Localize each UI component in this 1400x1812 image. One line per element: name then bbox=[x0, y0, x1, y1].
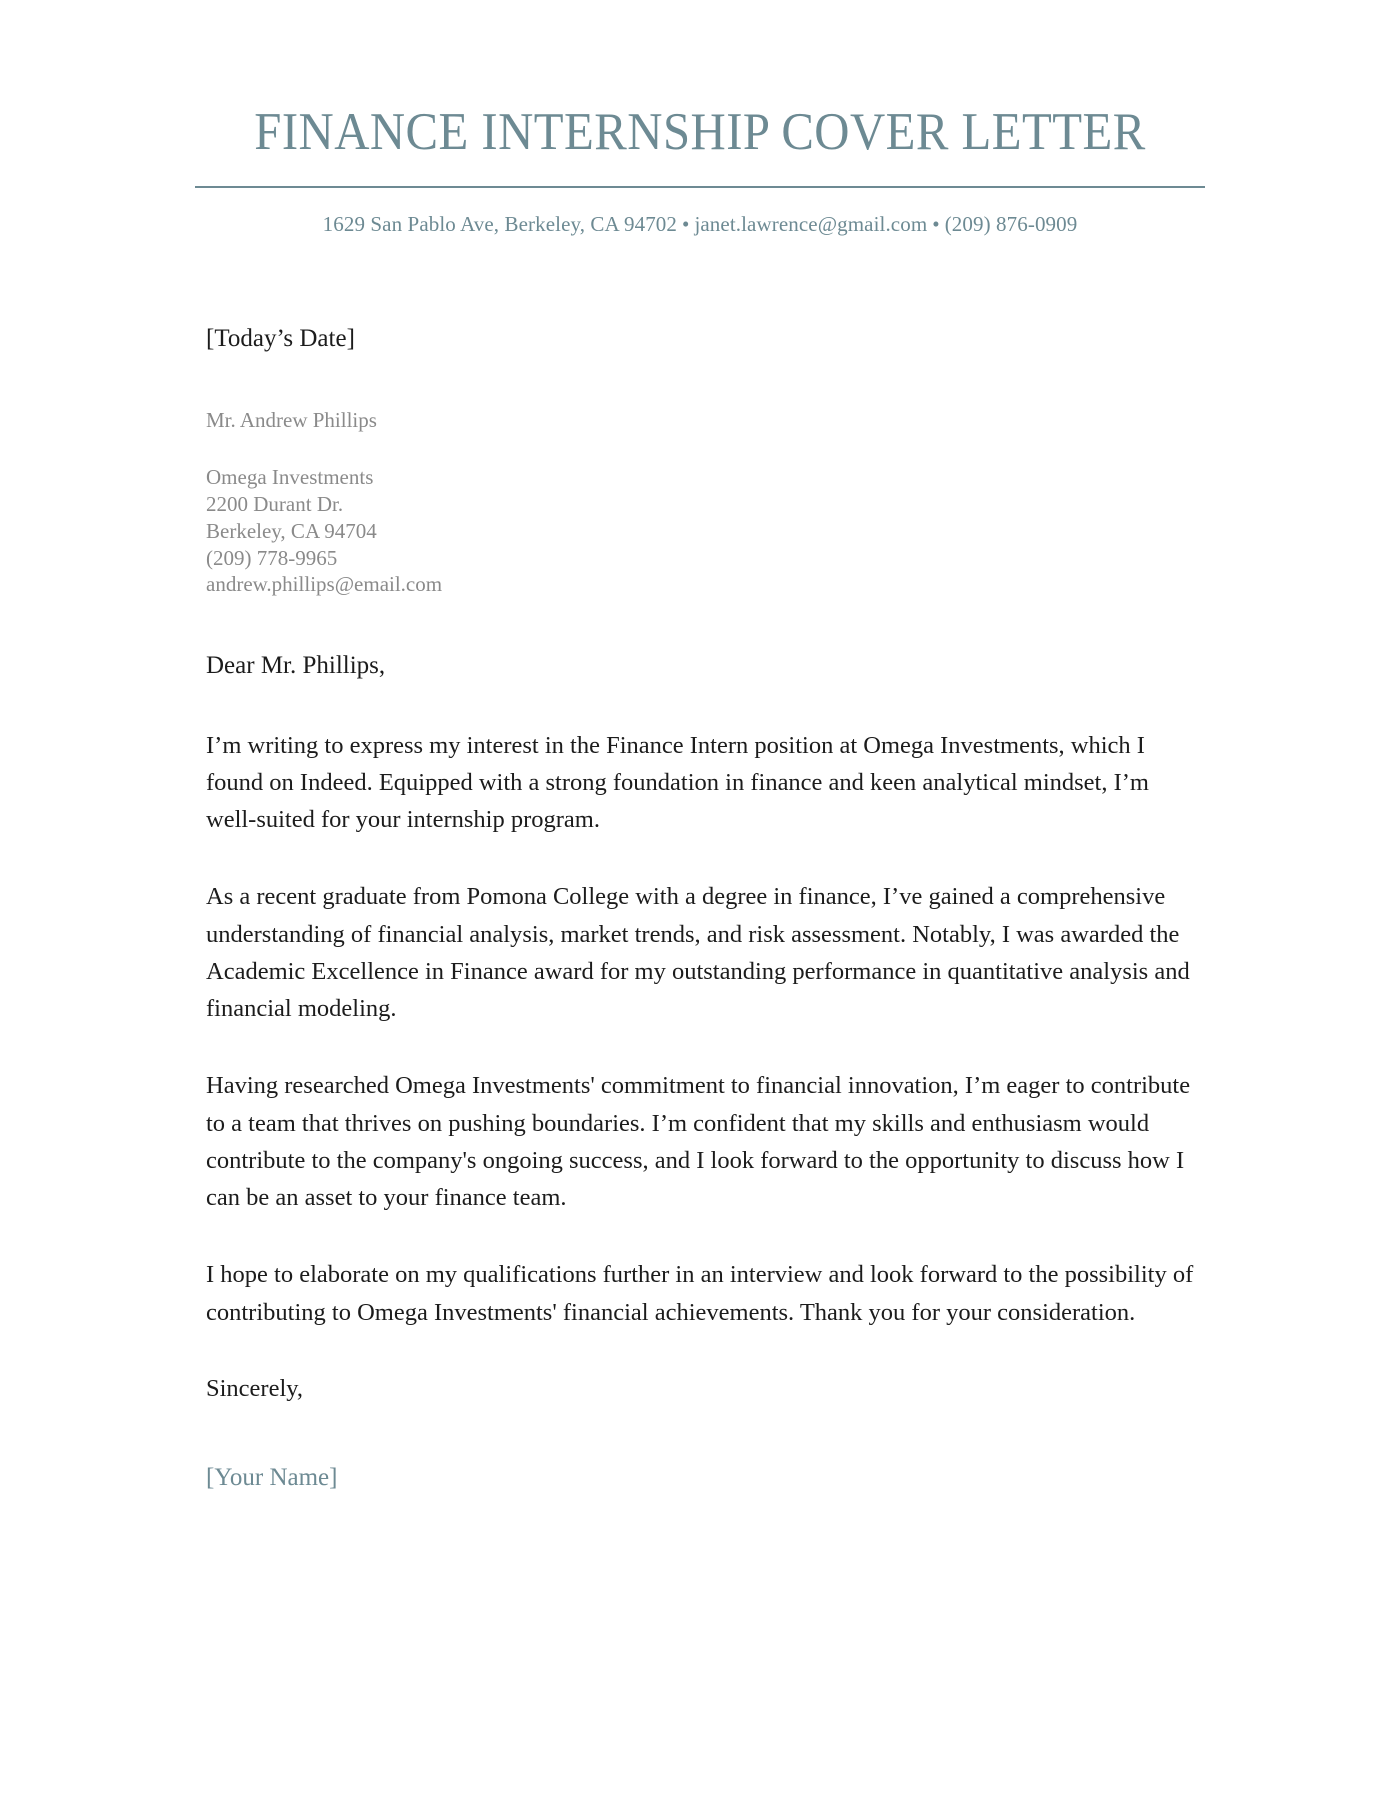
contact-separator-1: • bbox=[682, 212, 690, 237]
sender-email: janet.lawrence@gmail.com bbox=[694, 212, 928, 237]
body-paragraph: As a recent graduate from Pomona College with a degree in finance, I’ve gained a comprehensive understanding of financial analysis, market trends, and risk assessment. Notably, I was awarded the Academic Excellence in Finance award for my outstanding performance in quantitative analysis and financial modeling. bbox=[206, 883, 1190, 1023]
closing-salutation: Sincerely, bbox=[206, 1374, 304, 1402]
body-paragraph: I hope to elaborate on my qualifications further in an interview and look forward to the possibility of contributing to Omega Investments' financial achievements. Thank you for your consideration. bbox=[206, 1261, 1194, 1326]
body-paragraph: Having researched Omega Investments' commitment to financial innovation, I’m eager to contribute to a team that thrives on pushing boundaries. I’m confident that my skills and enthusiasm would contribute to the company's ongoing success, and I look forward to the opportunity to discuss how I can be an asset to your finance team. bbox=[206, 1072, 1191, 1212]
body-paragraphs bbox=[206, 727, 1205, 1331]
recipient-block bbox=[206, 407, 1205, 598]
body-paragraph: I’m writing to express my interest in the Finance Intern position at Omega Investments, which I found on Indeed. Equipped with a strong foundation in finance and keen analytical mindset, I’m well-suited for your internship program. bbox=[206, 731, 1149, 834]
signature-name-placeholder: [Your Name] bbox=[206, 1463, 338, 1491]
sender-phone: (209) 876-0909 bbox=[944, 212, 1078, 237]
recipient-email: andrew.phillips@email.com bbox=[206, 572, 443, 597]
letter-body bbox=[195, 323, 1205, 1495]
date-placeholder: [Today’s Date] bbox=[206, 324, 355, 352]
page-title: FINANCE INTERNSHIP COVER LETTER bbox=[254, 103, 1146, 161]
sender-address: 1629 San Pablo Ave, Berkeley, CA 94702 bbox=[322, 212, 677, 237]
contact-separator-2: • bbox=[932, 212, 940, 237]
recipient-city-state-zip: Berkeley, CA 94704 bbox=[206, 518, 377, 543]
letter-container bbox=[195, 0, 1205, 1495]
recipient-name: Mr. Andrew Phillips bbox=[206, 408, 377, 433]
recipient-street: 2200 Durant Dr. bbox=[206, 491, 344, 516]
header-divider bbox=[195, 186, 1205, 188]
letter-header bbox=[195, 104, 1205, 239]
recipient-company: Omega Investments bbox=[206, 464, 374, 489]
recipient-phone: (209) 778-9965 bbox=[206, 545, 338, 570]
sender-contact-line bbox=[195, 210, 1205, 238]
salutation: Dear Mr. Phillips, bbox=[206, 652, 386, 680]
